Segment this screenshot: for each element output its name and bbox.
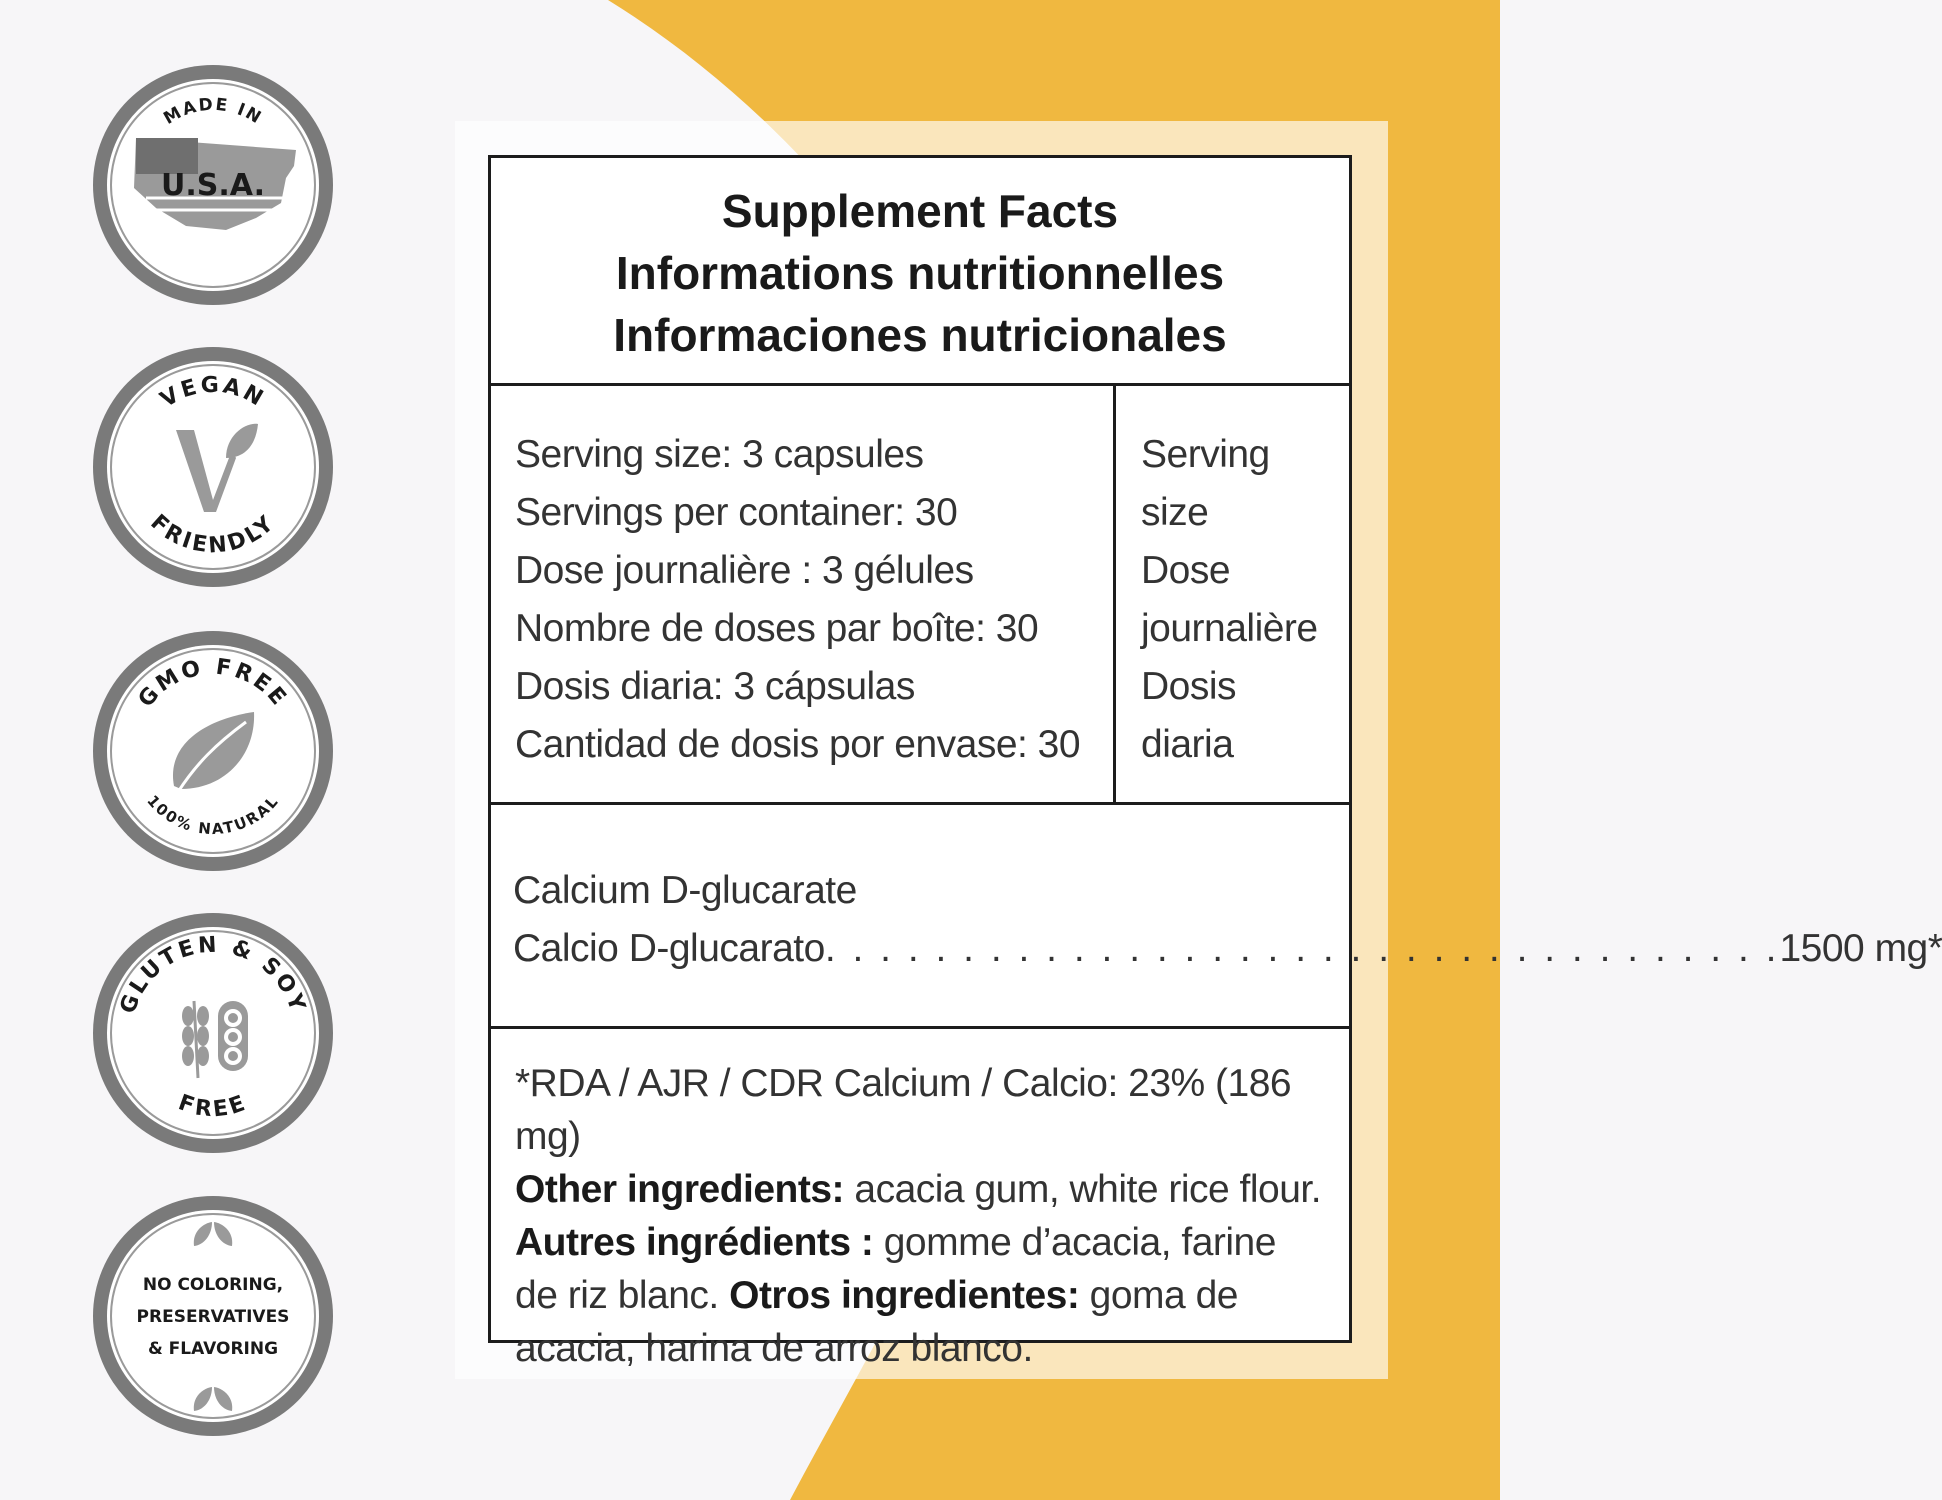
column-header-line: size bbox=[1141, 491, 1209, 534]
svg-text:FRIENDLY: FRIENDLY bbox=[145, 510, 281, 559]
other-text-en: acacia gum, white rice flour. bbox=[844, 1168, 1322, 1211]
column-header-line: diaria bbox=[1141, 723, 1234, 766]
serving-line: Cantidad de dosis por envase: 30 bbox=[515, 723, 1081, 766]
ingredient-name-es: Calcio D-glucarato bbox=[513, 927, 825, 970]
svg-text:VEGAN: VEGAN bbox=[156, 372, 270, 413]
column-header-line: Dose bbox=[1141, 549, 1231, 592]
serving-line: Dosis diaria: 3 cápsulas bbox=[515, 665, 915, 708]
other-ingredients bbox=[515, 1163, 1325, 1375]
gmo-free-badge bbox=[86, 624, 340, 878]
soy-pod-icon bbox=[218, 1001, 248, 1071]
serving-line: Servings per container: 30 bbox=[515, 491, 958, 534]
column-header-line: Serving bbox=[1141, 433, 1270, 476]
svg-text:GMO FREE: GMO FREE bbox=[133, 654, 293, 713]
supplement-facts-panel bbox=[488, 155, 1942, 1370]
svg-text:FREE: FREE bbox=[175, 1090, 251, 1123]
rda-note: *RDA / AJR / CDR Calcium / Calcio: 23% (186 mg) bbox=[515, 1062, 1292, 1158]
serving-info bbox=[491, 386, 1116, 802]
gluten-soy-free-badge bbox=[86, 906, 340, 1160]
other-label-fr: Autres ingrédients : bbox=[515, 1221, 874, 1264]
svg-text:100% NATURAL: 100% NATURAL bbox=[143, 791, 283, 839]
ingredient-amount: 1500 mg* bbox=[1779, 927, 1942, 970]
ingredient-name-en: Calcium D-glucarate bbox=[513, 869, 857, 912]
svg-text:GLUTEN & SOY: GLUTEN & SOY bbox=[115, 932, 311, 1017]
other-label-es: Otros ingredientes: bbox=[729, 1274, 1080, 1317]
other-text-es: goma de acacia, harina de arroz blanco. bbox=[515, 1274, 1238, 1370]
badge-line-1: NO COLORING, bbox=[142, 1275, 284, 1295]
leader-dots: . . . . . . . . . . . . . . . . . . . . . . . . . . . . . . . . . . . bbox=[824, 927, 1780, 970]
ingredient-row bbox=[513, 920, 1942, 978]
footer-section bbox=[491, 1029, 1349, 1375]
no-coloring-badge bbox=[86, 1189, 340, 1443]
column-header-line: journalière bbox=[1141, 607, 1318, 650]
column-header-line: Dosis bbox=[1141, 665, 1237, 708]
serving-line: Nombre de doses par boîte: 30 bbox=[515, 607, 1039, 650]
facts-title-en: Supplement Facts bbox=[721, 185, 1119, 237]
badge-top-text: MADE IN bbox=[160, 94, 266, 129]
facts-title-es: Informaciones nutricionales bbox=[613, 309, 1227, 361]
vegan-friendly-badge bbox=[86, 340, 340, 594]
serving-line: Dose journalière : 3 gélules bbox=[515, 549, 974, 592]
badge-line-2: PRESERVATIVES bbox=[136, 1307, 290, 1327]
facts-header bbox=[491, 158, 1349, 386]
other-text-fr: gomme d’acacia, farine de riz blanc. bbox=[515, 1221, 1276, 1317]
serving-line: Serving size: 3 capsules bbox=[515, 433, 924, 476]
made-in-usa-badge bbox=[86, 58, 340, 312]
other-label-en: Other ingredients: bbox=[515, 1168, 845, 1211]
badge-line-3: & FLAVORING bbox=[147, 1339, 279, 1359]
ingredient-section bbox=[491, 805, 1942, 1029]
serving-section bbox=[491, 386, 1349, 805]
badge-center-text: U.S.A. bbox=[161, 168, 265, 203]
facts-title-fr: Informations nutritionnelles bbox=[615, 247, 1225, 299]
column-header bbox=[1116, 386, 1349, 802]
